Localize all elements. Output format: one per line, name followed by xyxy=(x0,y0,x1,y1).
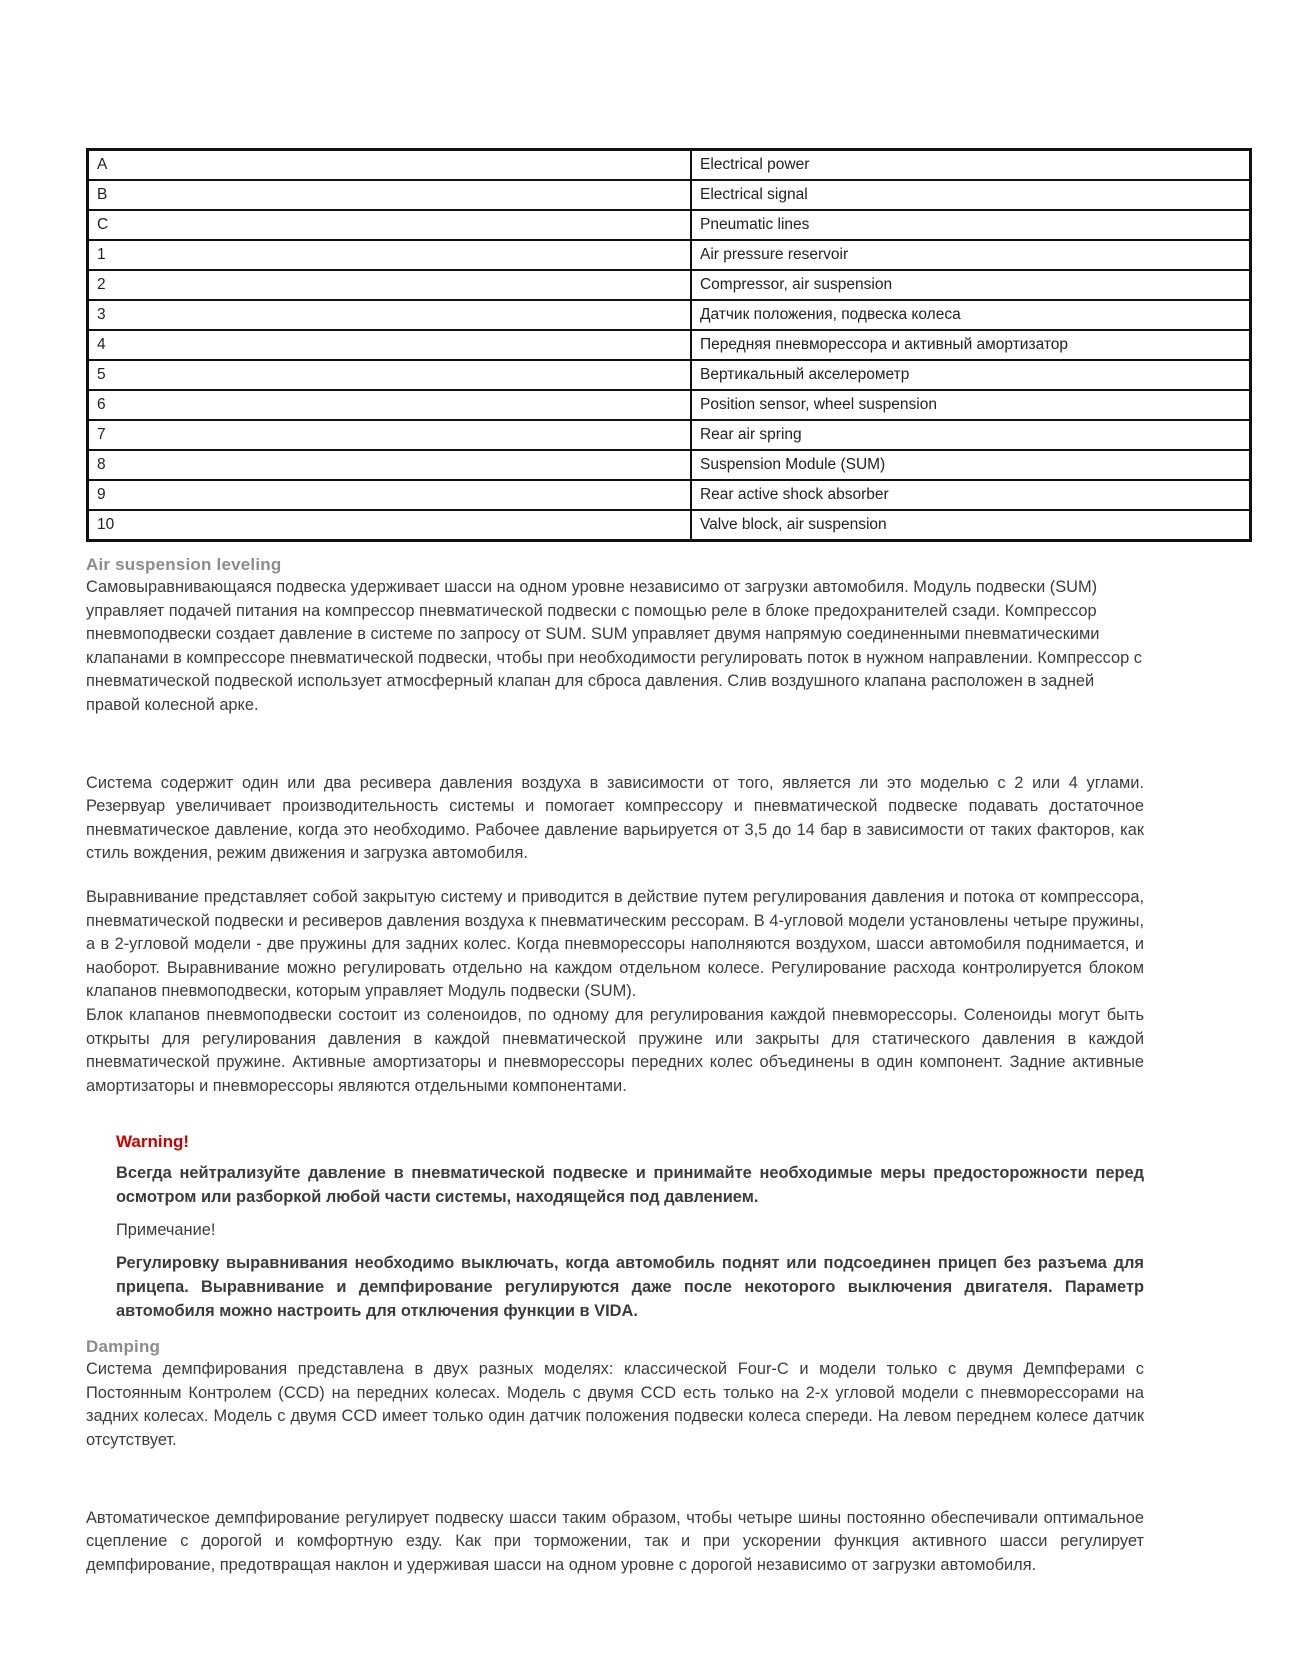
legend-key-cell: 5 xyxy=(88,360,691,390)
legend-key-cell: A xyxy=(88,150,691,181)
section-heading-damping: Damping xyxy=(86,1337,161,1357)
legend-value-cell: Position sensor, wheel suspension xyxy=(691,390,1251,420)
legend-key-cell: 6 xyxy=(88,390,691,420)
paragraph-leveling-4: Блок клапанов пневмоподвески состоит из соленоидов, по одному для регулирования каждой пневморессоры. Соленоиды могут быть открыты для регулирования давления в каждой пневматической пружине или закрыты для статического давления в каждой пневматической пружине. Активные амортизаторы и пневморессоры передних колес объединены в один компонент. Задние активные амортизаторы и пневморессоры являются отдельными компонентами. xyxy=(86,1005,1144,1095)
paragraph-damping-2: Автоматическое демпфирование регулирует подвеску шасси таким образом, чтобы четыре шины постоянно обеспечивали оптимальное сцепление с дорогой и комфортную езду. Как при торможении, так и при ускорении функция активного шасси регулирует демпфирование, предотвращая наклон и удерживая шасси на одном уровне с дорогой независимо от загрузки автомобиля. xyxy=(86,1508,1144,1574)
legend-key-cell: 1 xyxy=(88,240,691,270)
table-row xyxy=(88,180,1251,210)
table-row xyxy=(88,510,1251,541)
legend-value-cell: Air pressure reservoir xyxy=(691,240,1251,270)
legend-value-cell: Suspension Module (SUM) xyxy=(691,450,1251,480)
legend-value-cell: Electrical signal xyxy=(691,180,1251,210)
table-row xyxy=(88,210,1251,240)
legend-value-cell: Electrical power xyxy=(691,150,1251,181)
warning-title: Warning! xyxy=(116,1132,190,1152)
table-row xyxy=(88,420,1251,450)
legend-value-cell: Передняя пневморессора и активный амортизатор xyxy=(691,330,1251,360)
legend-value-cell: Датчик положения, подвеска колеса xyxy=(691,300,1251,330)
legend-key-cell: B xyxy=(88,180,691,210)
table-row xyxy=(88,450,1251,480)
section-heading-air-suspension-leveling: Air suspension leveling xyxy=(86,555,282,574)
legend-key-cell: 2 xyxy=(88,270,691,300)
note-text: Регулировку выравнивания необходимо выключать, когда автомобиль поднят или подсоединен прицеп без разъема для прицепа. Выравнивание и демпфирование регулируются даже после некоторого выключения двигателя. Параметр автомобиля можно настроить для отключения функции в VIDA. xyxy=(116,1254,1144,1320)
legend-key-cell: C xyxy=(88,210,691,240)
legend-key-cell: 4 xyxy=(88,330,691,360)
legend-key-cell: 7 xyxy=(88,420,691,450)
paragraph-leveling-3: Выравнивание представляет собой закрытую систему и приводится в действие путем регулирования давления и потока от компрессора, пневматической подвески и ресиверов давления воздуха к пневматическим рессорам. В 4-угловой модели установлены четыре пружины, а в 2-угловой модели - две пружины для задних колес. Когда пневморессоры наполняются воздухом, шасси автомобиля поднимается, и наоборот. Выравнивание можно регулировать отдельно на каждом отдельном колесе. Регулирование расхода контролируется блоком клапанов пневмоподвески, которым управляет Модуль подвески (SUM). xyxy=(86,887,1144,1001)
legend-value-cell: Rear air spring xyxy=(691,420,1251,450)
paragraph-leveling-1: Самовыравнивающаяся подвеска удерживает шасси на одном уровне независимо от загрузки автомобиля. Модуль подвески (SUM) управляет подачей питания на компрессор пневматической подвески с помощью реле в блоке предохранителей сзади. Компрессор пневмоподвески создает давление в системе по запросу от SUM. SUM управляет двумя напрямую соединенными пневматическими клапанами в компрессоре пневматической подвески, чтобы при необходимости регулировать поток в нужном направлении. Компрессор с пневматической подвеской использует атмосферный клапан для сброса давления. Слив воздушного клапана расположен в задней правой колесной арке. xyxy=(86,578,1142,714)
legend-value-cell: Pneumatic lines xyxy=(691,210,1251,240)
table-row xyxy=(88,330,1251,360)
paragraph-leveling-2: Система содержит один или два ресивера давления воздуха в зависимости от того, является ли это моделью с 2 или 4 углами. Резервуар увеличивает производительность системы и помогает компрессору и пневматической подвеске подавать достаточное пневматическое давление, когда это необходимо. Рабочее давление варьируется от 3,5 до 14 бар в зависимости от таких факторов, как стиль вождения, режим движения и загрузка автомобиля. xyxy=(86,773,1144,863)
legend-value-cell: Rear active shock absorber xyxy=(691,480,1251,510)
table-row xyxy=(88,150,1251,181)
table-row xyxy=(88,480,1251,510)
legend-value-cell: Вертикальный акселерометр xyxy=(691,360,1251,390)
table-row xyxy=(88,240,1251,270)
table-row xyxy=(88,270,1251,300)
warning-note-block xyxy=(116,1132,1144,1323)
paragraph-damping-1: Система демпфирования представлена в двух разных моделях: классической Four-C и модели только с двумя Демпферами с Постоянным Контролем (CCD) на передних колесах. Модель с двумя CCD есть только на 2-х угловой модели с пневморессорами на задних колесах. Модель с двумя CCD имеет только один датчик положения подвески колеса спереди. На левом переднем колесе датчик отсутствует. xyxy=(86,1360,1144,1450)
legend-key-cell: 10 xyxy=(88,510,691,541)
legend-key-cell: 8 xyxy=(88,450,691,480)
legend-table xyxy=(86,148,1252,542)
legend-table-body xyxy=(88,150,1251,541)
warning-text: Всегда нейтрализуйте давление в пневматической подвеске и принимайте необходимые меры предосторожности перед осмотром или разборкой любой части системы, находящейся под давлением. xyxy=(116,1164,1144,1206)
body-text-column xyxy=(86,555,1144,1577)
legend-key-cell: 9 xyxy=(88,480,691,510)
note-title: Примечание! xyxy=(116,1221,216,1240)
table-row xyxy=(88,390,1251,420)
table-row xyxy=(88,360,1251,390)
table-row xyxy=(88,300,1251,330)
legend-value-cell: Compressor, air suspension xyxy=(691,270,1251,300)
legend-key-cell: 3 xyxy=(88,300,691,330)
legend-value-cell: Valve block, air suspension xyxy=(691,510,1251,541)
